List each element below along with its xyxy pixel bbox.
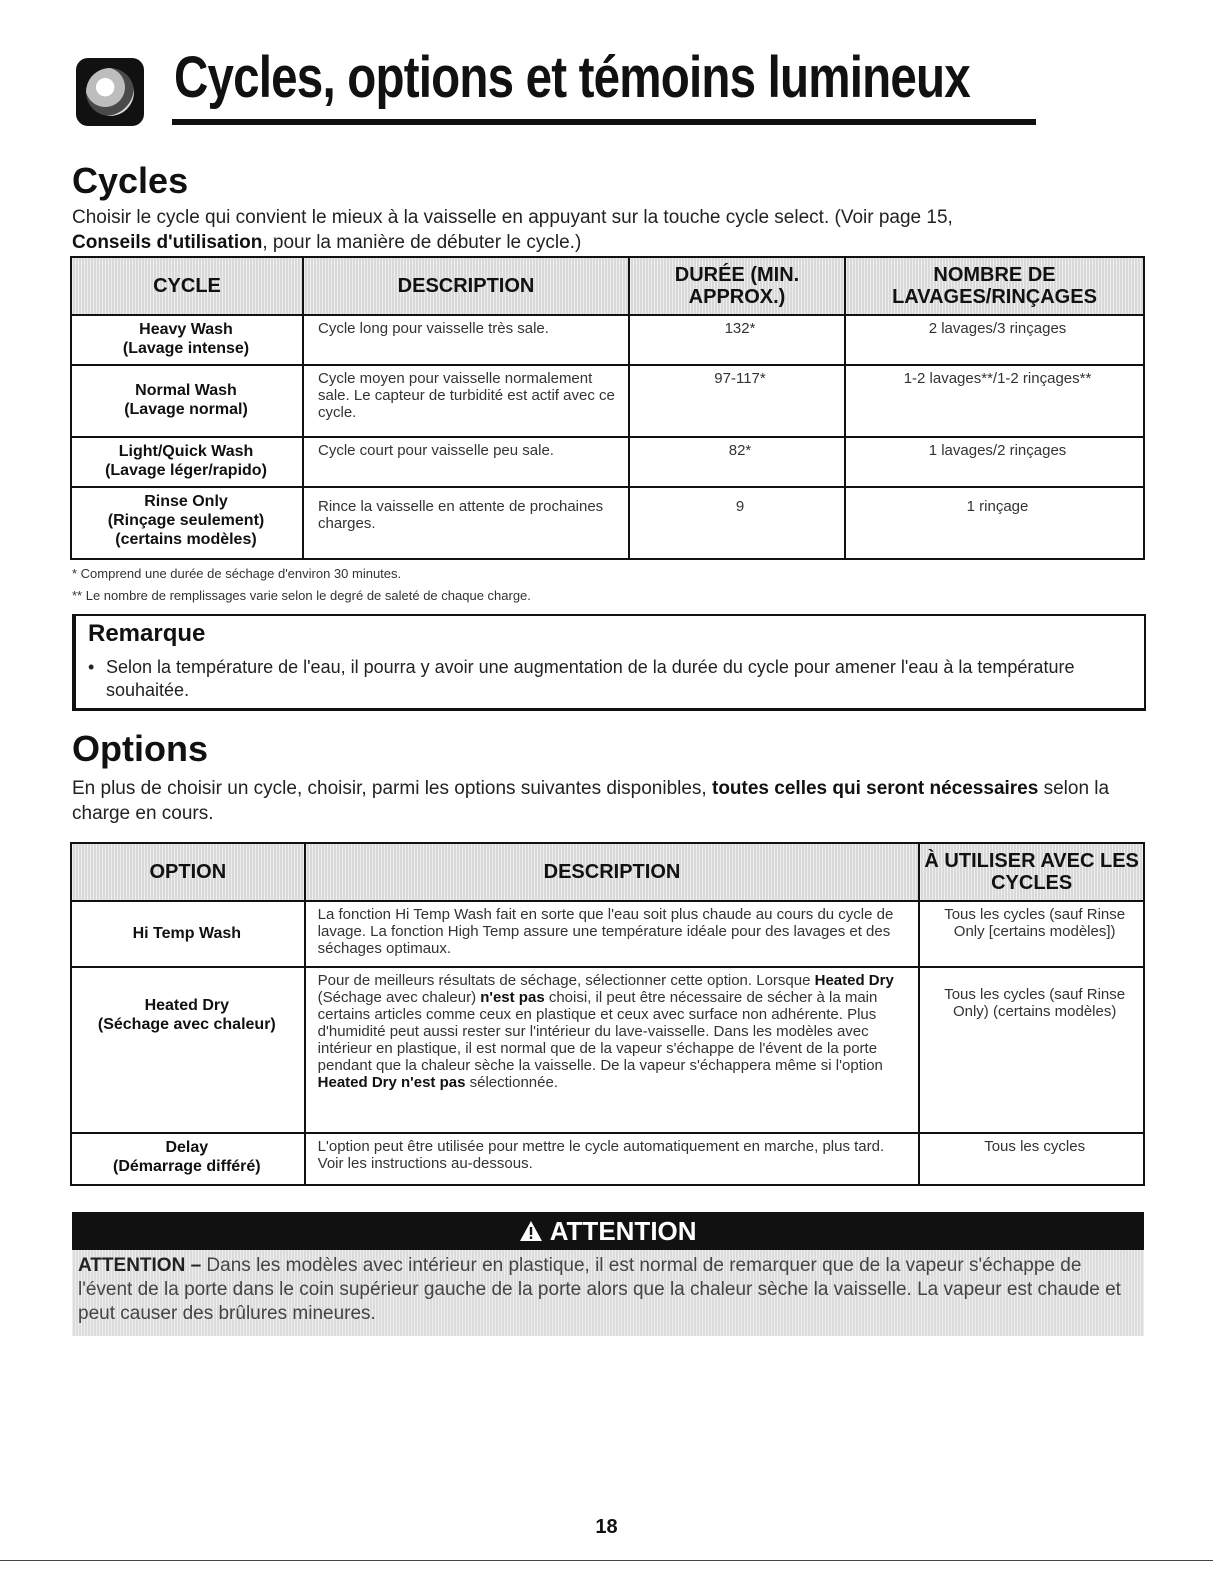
attention-box (72, 1212, 1144, 1336)
option-description: La fonction Hi Temp Wash fait en sorte que l'eau soit plus chaude au cours du cycle de lavage. La fonction High Temp assure une température idéale pour des lavages et des séchages optimaux. (305, 901, 920, 967)
cycle-duration: 97-117* (629, 365, 845, 437)
attention-body (72, 1250, 1144, 1336)
options-heading: Options (72, 728, 208, 769)
footnote-fills: ** Le nombre de remplissages varie selon le degré de saleté de chaque charge. (72, 588, 531, 603)
table-row (71, 1133, 1144, 1185)
column-header-description: DESCRIPTION (303, 257, 629, 315)
cycles-table-header (71, 257, 1144, 315)
cycle-count: 1 rinçage (845, 487, 1144, 559)
column-header-description: DESCRIPTION (305, 843, 920, 901)
cycle-description: Cycle long pour vaisselle très sale. (303, 315, 629, 365)
cycle-duration: 132* (629, 315, 845, 365)
options-table (70, 842, 1145, 1186)
remark-text: Selon la température de l'eau, il pourra y avoir une augmentation de la durée du cycle pour amener l'eau à la température souhaitée. (106, 657, 1075, 700)
table-row (71, 487, 1144, 559)
remark-heading: Remarque (88, 620, 206, 647)
column-header-cycle: CYCLE (71, 257, 303, 315)
option-name: Delay (Démarrage différé) (71, 1133, 305, 1185)
title-underline (172, 119, 1036, 125)
options-intro: En plus de choisir un cycle, choisir, parmi les options suivantes disponibles, toutes celles qui seront nécessaires selon la charge en cours. (72, 778, 1110, 824)
option-description: Pour de meilleurs résultats de séchage, sélectionner cette option. Lorsque Heated Dry (Séchage avec chaleur) n'est pas choisi, il peut être nécessaire de sécher à la main certains articles comme ceux en plastique et ceux avec surface non adhérente. Plus d'humidité peut aussi rester sur l'intérieur du lave-vaisselle. Dans les modèles avec intérieur en plastique, il est normal que de la vapeur s'échappe de l'évent de la porte pendant que la chaleur sèche la vaisselle. De la vapeur s'échappera même si l'option Heated Dry n'est pas sélectionnée. (305, 967, 920, 1133)
table-row (71, 315, 1144, 365)
attention-text: ATTENTION – Dans les modèles avec intérieur en plastique, il est normal de remarquer que de la vapeur s'échappe de l'évent de la porte dans le coin supérieur gauche de la porte alors que la chaleur sèche la vaisselle. La vapeur est chaude et peut causer des brûlures mineures. (78, 1255, 1121, 1324)
cycle-duration: 9 (629, 487, 845, 559)
option-use-with: Tous les cycles (sauf Rinse Only) (certains modèles) (919, 967, 1144, 1133)
cycle-count: 1 lavages/2 rinçages (845, 437, 1144, 487)
cycle-count: 2 lavages/3 rinçages (845, 315, 1144, 365)
dishwasher-round-icon (76, 58, 144, 126)
footnote-duration: * Comprend une durée de séchage d'environ 30 minutes. (72, 566, 402, 581)
cycles-heading: Cycles (72, 160, 189, 201)
page-number: 18 (595, 1516, 618, 1538)
column-header-use-with: À UTILISER AVEC LES CYCLES (919, 843, 1144, 901)
page-header (74, 44, 970, 134)
cycle-count: 1-2 lavages**/1-2 rinçages** (845, 365, 1144, 437)
cycle-duration: 82* (629, 437, 845, 487)
cycles-table (70, 256, 1145, 560)
remark-body (88, 656, 1128, 702)
cycle-name: Normal Wash (Lavage normal) (71, 365, 303, 437)
cycle-description: Rince la vaisselle en attente de prochaines charges. (303, 487, 629, 559)
page-bottom-rule (0, 1560, 1213, 1561)
column-header-duration: DURÉE (MIN. APPROX.) (629, 257, 845, 315)
column-header-count: NOMBRE DE LAVAGES/RINÇAGES (845, 257, 1144, 315)
attention-title: ATTENTION (549, 1216, 697, 1246)
column-header-option: OPTION (71, 843, 305, 901)
option-use-with: Tous les cycles (919, 1133, 1144, 1185)
cycle-name: Light/Quick Wash (Lavage léger/rapido) (71, 437, 303, 487)
table-row (71, 365, 1144, 437)
table-row (71, 901, 1144, 967)
warning-triangle-icon (519, 1220, 543, 1242)
remark-box (72, 614, 1146, 711)
attention-title-row (72, 1216, 1144, 1247)
option-use-with: Tous les cycles (sauf Rinse Only [certains modèles]) (919, 901, 1144, 967)
options-table-header (71, 843, 1144, 901)
option-name: Heated Dry (Séchage avec chaleur) (71, 967, 305, 1133)
cycle-description: Cycle court pour vaisselle peu sale. (303, 437, 629, 487)
cycle-name: Heavy Wash (Lavage intense) (71, 315, 303, 365)
cycles-intro: Choisir le cycle qui convient le mieux à la vaisselle en appuyant sur la touche cycle select. (Voir page 15, Conseils d'utilisation, pour la manière de débuter le cycle.) (72, 207, 953, 253)
option-name: Hi Temp Wash (71, 901, 305, 967)
remark-bullet: • (88, 657, 95, 677)
page-title: Cycles, options et témoins lumineux (174, 45, 970, 110)
cycle-name: Rinse Only (Rinçage seulement) (certains modèles) (71, 487, 303, 559)
table-row (71, 967, 1144, 1133)
cycle-description: Cycle moyen pour vaisselle normalement sale. Le capteur de turbidité est actif avec ce cycle. (303, 365, 629, 437)
option-description: L'option peut être utilisée pour mettre le cycle automatiquement en marche, plus tard. Voir les instructions au-dessous. (305, 1133, 920, 1185)
table-row (71, 437, 1144, 487)
